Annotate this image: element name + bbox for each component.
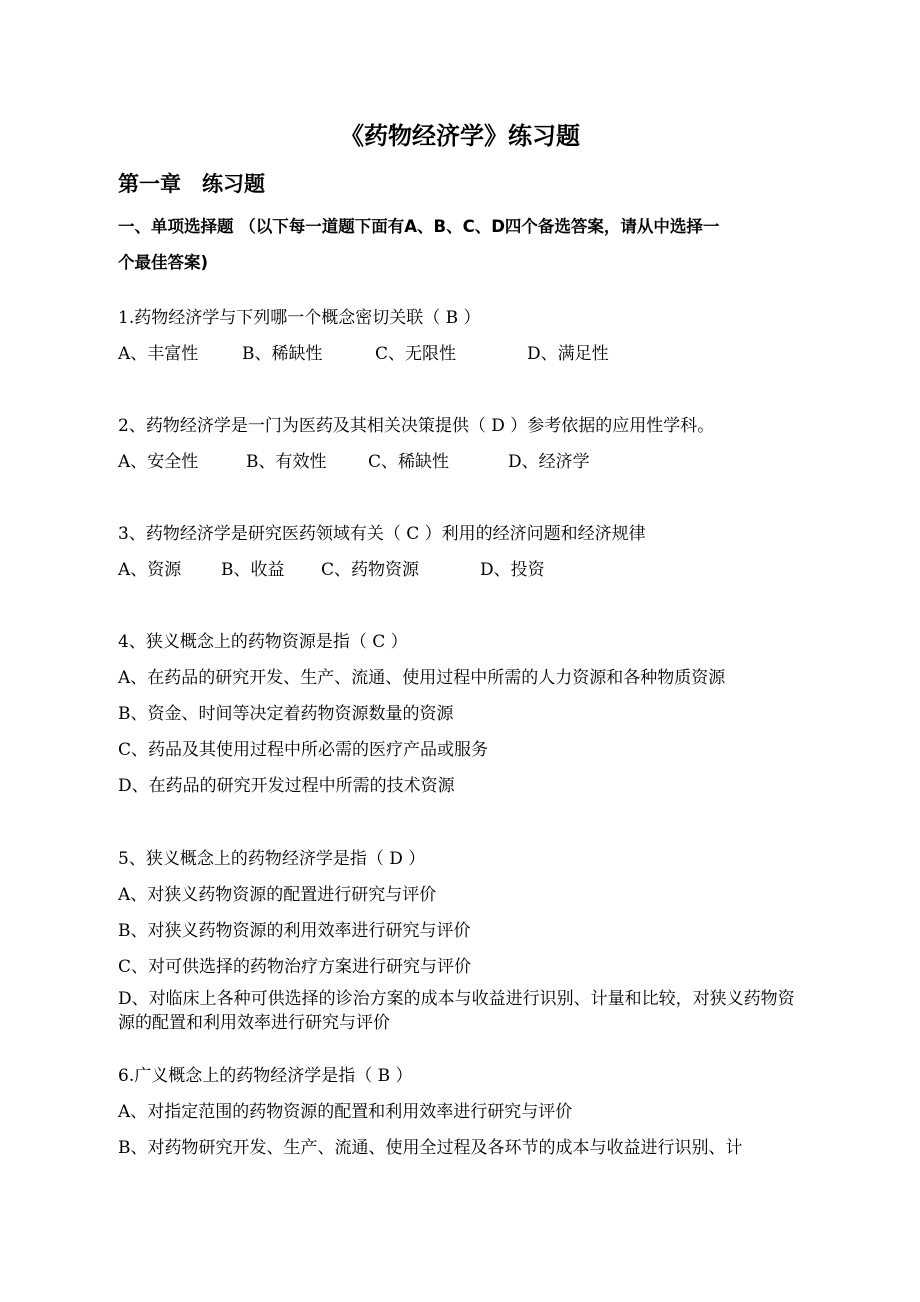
question-5-option-a: A、对狭义药物资源的配置进行研究与评价 bbox=[118, 885, 437, 905]
document-title: 《药物经济学》练习题 bbox=[340, 122, 580, 150]
option-d: D、满足性 bbox=[527, 344, 609, 364]
option-c: C、无限性 bbox=[375, 344, 457, 364]
question-2-stem: 2、药物经济学是一门为医药及其相关决策提供（ D ）参考依据的应用性学科。 bbox=[118, 416, 715, 436]
question-6-option-a: A、对指定范围的药物资源的配置和利用效率进行研究与评价 bbox=[118, 1102, 573, 1122]
question-4-option-d: D、在药品的研究开发过程中所需的技术资源 bbox=[118, 776, 455, 796]
option-b: B、稀缺性 bbox=[242, 344, 323, 364]
option-c: C、稀缺性 bbox=[368, 452, 450, 472]
option-b: B、收益 bbox=[221, 560, 285, 580]
option-a: A、资源 bbox=[118, 560, 182, 580]
chapter-heading: 第一章 练习题 bbox=[118, 172, 265, 196]
question-1-options bbox=[118, 343, 609, 365]
question-2-options bbox=[118, 451, 590, 473]
question-5-option-b: B、对狭义药物资源的利用效率进行研究与评价 bbox=[118, 921, 471, 941]
section-heading-line-2: 个最佳答案) bbox=[118, 253, 209, 272]
question-4-option-a: A、在药品的研究开发、生产、流通、使用过程中所需的人力资源和各种物质资源 bbox=[118, 668, 726, 688]
question-3-stem: 3、药物经济学是研究医药领域有关（ C ）利用的经济问题和经济规律 bbox=[118, 524, 646, 544]
option-d: D、经济学 bbox=[508, 452, 590, 472]
question-1-stem: 1.药物经济学与下列哪一个概念密切关联（ B ） bbox=[118, 308, 481, 328]
question-5-option-c: C、对可供选择的药物治疗方案进行研究与评价 bbox=[118, 957, 472, 977]
question-5-option-d: D、对临床上各种可供选择的诊治方案的成本与收益进行识别、计量和比较，对狭义药物资源的配置和利用效率进行研究与评价 bbox=[118, 989, 795, 1033]
question-3-options bbox=[118, 559, 545, 581]
section-heading-line-1: 一、单项选择题 （以下每一道题下面有A、B、C、D四个备选答案，请从中选择一 bbox=[118, 217, 720, 236]
question-6-option-b: B、对药物研究开发、生产、流通、使用全过程及各环节的成本与收益进行识别、计 bbox=[118, 1138, 743, 1158]
question-4-stem: 4、狭义概念上的药物资源是指（ C ） bbox=[118, 632, 408, 652]
question-4-option-b: B、资金、时间等决定着药物资源数量的资源 bbox=[118, 704, 454, 724]
option-a: A、安全性 bbox=[118, 452, 199, 472]
option-a: A、丰富性 bbox=[118, 344, 199, 364]
option-b: B、有效性 bbox=[246, 452, 327, 472]
option-d: D、投资 bbox=[480, 560, 545, 580]
option-c: C、药物资源 bbox=[321, 560, 420, 580]
question-4-option-c: C、药品及其使用过程中所必需的医疗产品或服务 bbox=[118, 740, 489, 760]
question-5-stem: 5、狭义概念上的药物经济学是指（ D ） bbox=[118, 849, 426, 869]
question-6-stem: 6.广义概念上的药物经济学是指（ B ） bbox=[118, 1066, 413, 1086]
